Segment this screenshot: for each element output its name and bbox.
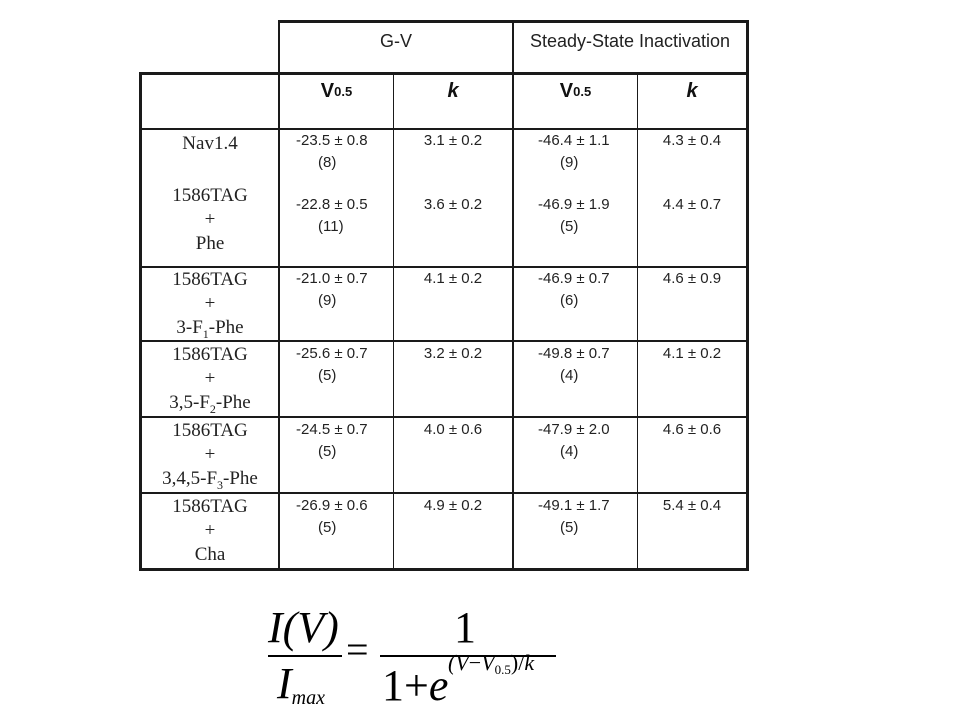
value-text: -26.9 ± 0.6 <box>296 497 368 514</box>
construct-line: Nav1.4 <box>182 133 238 154</box>
gv-v05-cell <box>296 495 368 539</box>
construct-line: $3-F_1$-Phe <box>176 317 244 341</box>
header-ssi-label: Steady-State Inactivation <box>529 30 731 51</box>
construct-line: Phe <box>195 233 225 254</box>
n-count: (9) <box>560 154 579 171</box>
k-value: 4.1 ± 0.2 <box>662 345 722 362</box>
construct-line: $3,5-F_2$-Phe <box>169 392 251 416</box>
header-gv-label: G-V <box>379 30 412 51</box>
eq-symbol: + <box>404 661 429 710</box>
gv-v05-cell <box>296 343 368 387</box>
construct-line: 1586TAG <box>172 496 248 517</box>
subheader-k-label: k <box>686 79 698 102</box>
gv-v05-cell <box>296 268 368 312</box>
n-count: (4) <box>560 443 579 460</box>
value-text: -46.9 ± 1.9 <box>538 196 610 213</box>
eq-rhs-denominator <box>382 662 448 710</box>
k-value: 4.0 ± 0.6 <box>423 421 483 438</box>
eq-lhs-numerator <box>268 604 339 652</box>
ssi-k-cell <box>638 268 746 290</box>
gv-k-cell <box>394 343 512 365</box>
table-row-construct <box>142 419 278 497</box>
ssi-v05-cell <box>538 495 610 539</box>
construct-line: 1586TAG <box>172 269 248 290</box>
eq-symbol: 1 <box>382 661 404 710</box>
eq-symbol: I <box>268 603 283 652</box>
ssi-k-cell <box>638 343 746 365</box>
subheader-ssi-k <box>638 76 746 106</box>
value-text: -46.9 ± 0.7 <box>538 270 610 287</box>
construct-line: $3,4,5-F_3$-Phe <box>162 468 258 492</box>
ssi-v05-cell <box>538 130 610 238</box>
eq-exp-part: / <box>518 650 525 675</box>
ssi-k-cell <box>638 130 746 216</box>
k-value: 4.6 ± 0.6 <box>662 421 722 438</box>
table-row-construct <box>142 495 278 567</box>
eq-exponent <box>448 651 534 682</box>
table-row-construct <box>142 343 278 421</box>
construct-line: + <box>204 368 216 389</box>
construct-line: + <box>204 444 216 465</box>
gv-k-cell <box>394 495 512 517</box>
ssi-k-cell <box>638 419 746 441</box>
k-value: 3.6 ± 0.2 <box>423 196 483 213</box>
construct-line: + <box>204 293 216 314</box>
eq-exp-part: (V <box>448 650 469 675</box>
table-border-bottom <box>139 568 749 571</box>
k-value: 4.9 ± 0.2 <box>423 497 483 514</box>
k-value: 3.1 ± 0.2 <box>423 132 483 149</box>
value-text: -21.0 ± 0.7 <box>296 270 368 287</box>
subheader-gv-v05 <box>280 76 393 106</box>
ssi-v05-cell <box>538 268 610 312</box>
ssi-v05-cell <box>538 419 610 463</box>
value-text: -47.9 ± 2.0 <box>538 421 610 438</box>
n-count: (9) <box>318 292 337 309</box>
value-text: -46.4 ± 1.1 <box>538 132 610 149</box>
eq-symbol: = <box>346 627 369 672</box>
eq-exp-part: ) <box>510 650 519 675</box>
value-text: -24.5 ± 0.7 <box>296 421 368 438</box>
construct-line: 1586TAG <box>172 344 248 365</box>
eq-symbol: I <box>277 659 292 708</box>
table-border-header <box>139 72 749 75</box>
eq-equals <box>346 628 369 672</box>
value-text: -22.8 ± 0.5 <box>296 196 368 213</box>
k-value: 3.2 ± 0.2 <box>423 345 483 362</box>
n-count: (8) <box>318 154 337 171</box>
construct-line: Cha <box>194 544 226 565</box>
table-row-construct <box>142 132 278 256</box>
n-count: (11) <box>318 218 344 235</box>
gv-k-cell <box>394 419 512 441</box>
eq-subscript: max <box>291 687 325 709</box>
subheader-v-sub: 0.5 <box>334 83 353 99</box>
n-count: (5) <box>560 519 579 536</box>
subheader-v-sub: 0.5 <box>573 83 592 99</box>
n-count: (5) <box>318 519 337 536</box>
k-value: 5.4 ± 0.4 <box>662 497 722 514</box>
eq-exp-sub: 0.5 <box>494 662 511 677</box>
table-border-right <box>746 20 749 571</box>
n-count: (4) <box>560 367 579 384</box>
subheader-v-label: V <box>559 79 574 102</box>
eq-symbol: e <box>428 661 449 710</box>
header-ssi <box>514 23 746 59</box>
gv-k-cell <box>394 130 512 216</box>
eq-exp-part: k <box>524 650 535 675</box>
eq-lhs-denominator <box>277 660 325 722</box>
gv-v05-cell <box>296 419 368 463</box>
construct-line: 1586TAG <box>172 185 248 206</box>
value-text: -49.1 ± 1.7 <box>538 497 610 514</box>
eq-exp-part: V <box>481 650 495 675</box>
k-value: 4.4 ± 0.7 <box>662 196 722 213</box>
construct-line: 1586TAG <box>172 420 248 441</box>
value-text: -23.5 ± 0.8 <box>296 132 368 149</box>
n-count: (5) <box>318 443 337 460</box>
construct-line: + <box>204 520 216 541</box>
value-text: -25.6 ± 0.7 <box>296 345 368 362</box>
ssi-v05-cell <box>538 343 610 387</box>
table-row-construct <box>142 268 278 346</box>
subheader-ssi-v05 <box>514 76 637 106</box>
k-value: 4.1 ± 0.2 <box>423 270 483 287</box>
k-value: 4.3 ± 0.4 <box>662 132 722 149</box>
value-text: -49.8 ± 0.7 <box>538 345 610 362</box>
eq-exp-part: − <box>468 650 482 675</box>
eq-lhs-fraction-bar <box>268 655 342 657</box>
subheader-v-label: V <box>320 79 335 102</box>
construct-line: + <box>204 209 216 230</box>
subheader-gv-k <box>394 76 512 106</box>
subheader-k-label: k <box>447 79 459 102</box>
eq-symbol: 1 <box>454 603 476 652</box>
k-value: 4.6 ± 0.9 <box>662 270 722 287</box>
eq-symbol: (V) <box>282 603 339 652</box>
header-gv <box>280 23 512 59</box>
n-count: (5) <box>560 218 579 235</box>
gv-k-cell <box>394 268 512 290</box>
gv-v05-cell <box>296 130 368 238</box>
n-count: (5) <box>318 367 337 384</box>
eq-rhs-numerator <box>454 604 476 652</box>
n-count: (6) <box>560 292 579 309</box>
ssi-k-cell <box>638 495 746 517</box>
